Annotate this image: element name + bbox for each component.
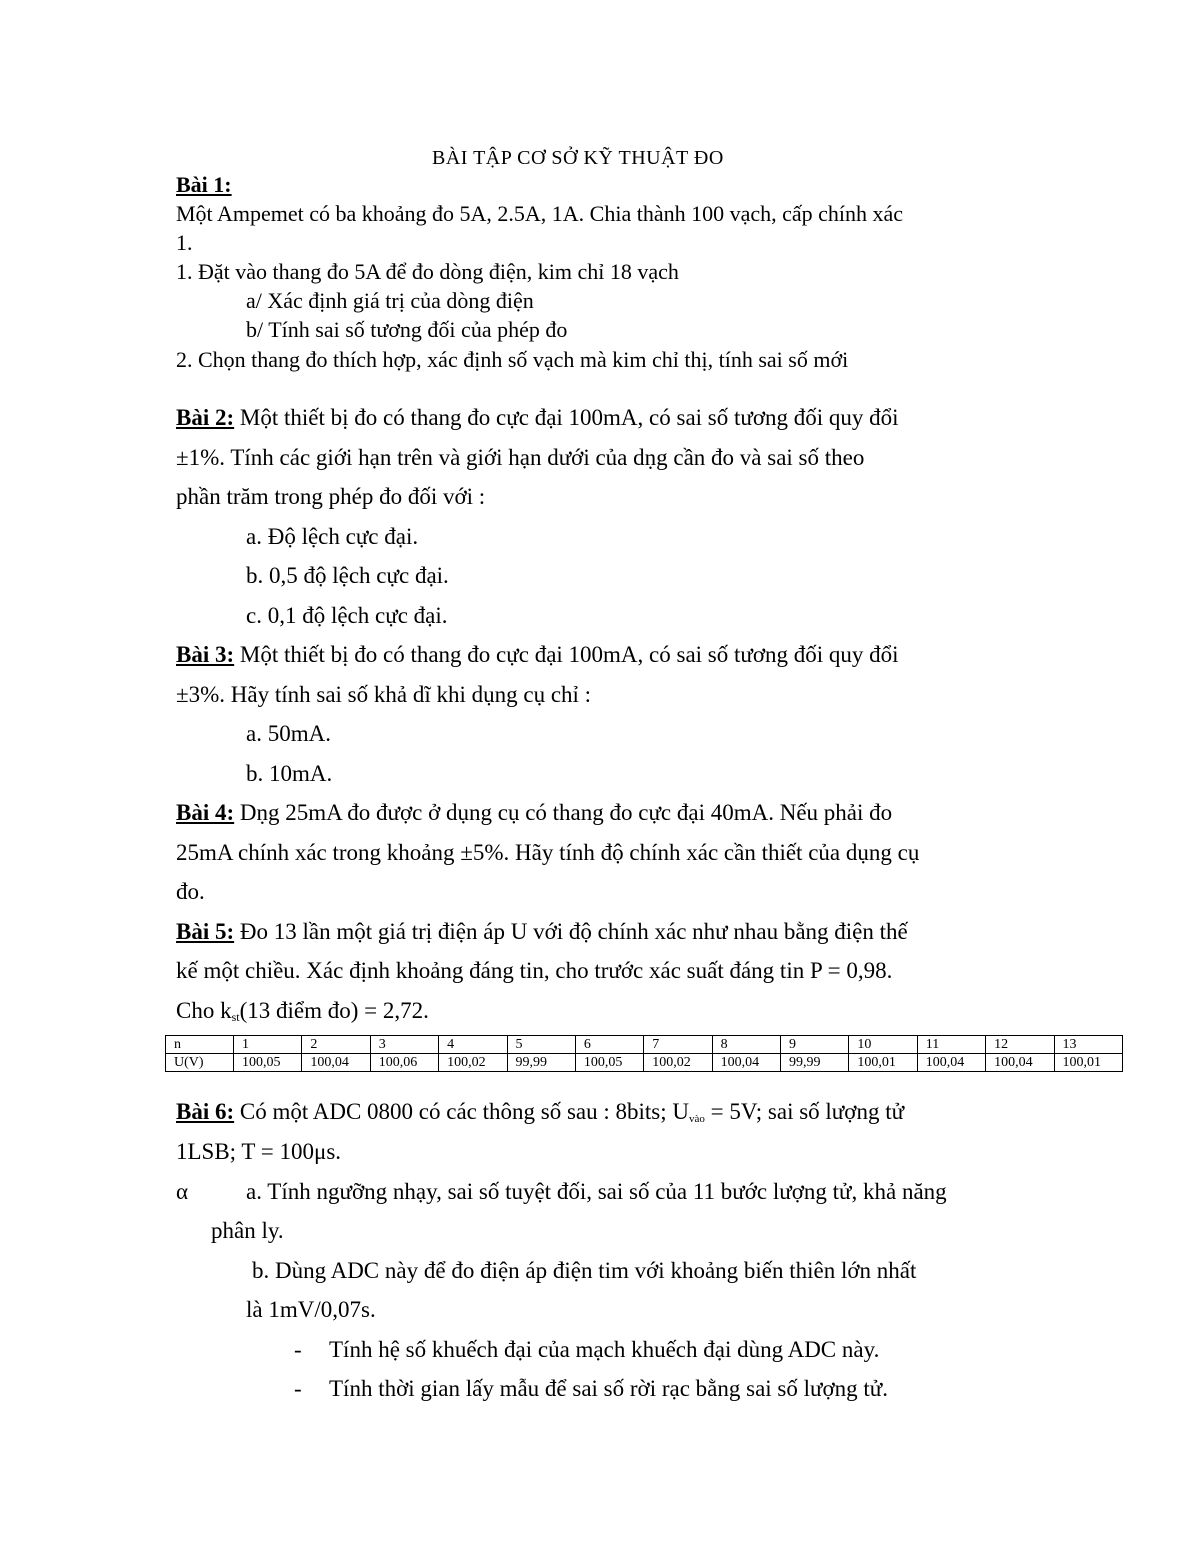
table-cell: 7: [644, 1036, 712, 1054]
table-row-label: n: [166, 1036, 234, 1054]
table-cell: 100,04: [302, 1054, 370, 1072]
bai1-question1a: a/ Xác định giá trị của dòng điện: [246, 288, 534, 313]
table-cell: 5: [507, 1036, 575, 1054]
table-cell: 100,01: [849, 1054, 917, 1072]
table-cell: 11: [917, 1036, 985, 1054]
table-cell: 13: [1054, 1036, 1123, 1054]
bai2-item-b: b. 0,5 độ lệch cực đại.: [246, 563, 449, 588]
table-cell: 100,04: [712, 1054, 780, 1072]
table-cell: 10: [849, 1036, 917, 1054]
bai5-line1: [176, 919, 908, 945]
table-cell: 3: [370, 1036, 438, 1054]
bai5-line1-text: Đo 13 lần một giá trị điện áp U với độ chính xác như nhau bằng điện thế: [234, 919, 908, 944]
page-title: BÀI TẬP CƠ SỞ KỸ THUẬT ĐO: [432, 147, 724, 169]
table-row-n: [166, 1036, 1123, 1054]
table-cell: 100,02: [439, 1054, 507, 1072]
table-cell: 1: [234, 1036, 302, 1054]
bai5-heading: Bài 5:: [176, 919, 235, 944]
table-cell: 2: [302, 1036, 370, 1054]
bai2-line1: [176, 405, 899, 431]
bai3-line2: ±3%. Hãy tính sai số khả dĩ khi dụng cụ chỉ :: [176, 682, 592, 707]
table-cell: 100,04: [986, 1054, 1054, 1072]
bai1-question1b: b/ Tính sai số tương đối của phép đo: [246, 317, 568, 342]
bai6-dash-item-1: Tính hệ số khuếch đại của mạch khuếch đại dùng ADC này.: [329, 1337, 880, 1362]
bai1-heading: Bài 1:: [176, 172, 232, 197]
table-cell: 12: [986, 1036, 1054, 1054]
bai6-heading: Bài 6:: [176, 1099, 235, 1124]
bai5-line3-subscript: st: [231, 1010, 240, 1024]
bai2-item-a: a. Độ lệch cực đại.: [246, 524, 419, 549]
bai6-line2: 1LSB; T = 100μs.: [176, 1139, 342, 1164]
bai3-item-b: b. 10mA.: [246, 761, 333, 786]
alpha-bullet: α: [176, 1179, 189, 1204]
measurement-table: [165, 1035, 1123, 1072]
bai5-line3-pre: Cho k: [176, 998, 232, 1023]
table-cell: 100,05: [575, 1054, 643, 1072]
bai6-item-b-line1: b. Dùng ADC này để đo điện áp điện tim với khoảng biến thiên lớn nhất: [252, 1258, 917, 1283]
table-cell: 99,99: [507, 1054, 575, 1072]
table-cell: 100,06: [370, 1054, 438, 1072]
bai6-dash-item-2: Tính thời gian lấy mẫu để sai số rời rạc bằng sai số lượng tử.: [329, 1376, 889, 1401]
table-cell: 6: [575, 1036, 643, 1054]
bai2-line3: phần trăm trong phép đo đối với :: [176, 484, 486, 509]
table-cell: 99,99: [781, 1054, 849, 1072]
bai3-heading: Bài 3:: [176, 642, 235, 667]
bai6-line1-subscript: vào: [689, 1113, 705, 1125]
bai5-line3-post: (13 điểm đo) = 2,72.: [239, 998, 429, 1023]
dash-bullet-2: -: [294, 1376, 302, 1401]
bai2-line1-text: Một thiết bị đo có thang đo cực đại 100mA, có sai số tương đối quy đổi: [234, 405, 899, 430]
bai6-line1-pre: Có một ADC 0800 có các thông số sau : 8bits; U: [234, 1099, 690, 1124]
table-cell: 8: [712, 1036, 780, 1054]
bai1-question1: 1. Đặt vào thang đo 5A để đo dòng điện, kim chỉ 18 vạch: [176, 259, 679, 284]
bai4-line1: [176, 800, 892, 826]
table-row-u: [166, 1054, 1123, 1072]
dash-bullet-1: -: [294, 1337, 302, 1362]
bai3-line1-text: Một thiết bị đo có thang đo cực đại 100mA, có sai số tương đối quy đổi: [234, 642, 899, 667]
bai2-heading: Bài 2:: [176, 405, 235, 430]
bai2-line2: ±1%. Tính các giới hạn trên và giới hạn dưới của dṇg cần đo và sai số theo: [176, 445, 865, 470]
table-cell: 4: [439, 1036, 507, 1054]
table-cell: 100,04: [917, 1054, 985, 1072]
bai1-line2: 1.: [176, 230, 193, 255]
table-cell: 100,02: [644, 1054, 712, 1072]
bai3-line1: [176, 642, 899, 668]
bai3-item-a: a. 50mA.: [246, 721, 331, 746]
bai1-line1: Một Ampemet có ba khoảng đo 5A, 2.5A, 1A. Chia thành 100 vạch, cấp chính xác: [176, 201, 904, 226]
bai5-line3: [176, 998, 429, 1030]
bai6-line1: [176, 1099, 904, 1132]
bai6-item-a-line2: phân ly.: [211, 1218, 284, 1243]
bai4-line1-text: Dṇg 25mA đo được ở dụng cụ có thang đo cực đại 40mA. Nếu phải đo: [234, 800, 893, 825]
bai6-line1-post: = 5V; sai số lượng tử: [704, 1099, 905, 1124]
table-cell: 9: [781, 1036, 849, 1054]
bai4-line3: đo.: [176, 879, 205, 904]
table-cell: 100,01: [1054, 1054, 1123, 1072]
bai6-item-a-line1: a. Tính ngưỡng nhạy, sai số tuyệt đối, sai số của 11 bước lượng tử, khả năng: [246, 1179, 947, 1204]
table-cell: 100,05: [234, 1054, 302, 1072]
table-row-label: U(V): [166, 1054, 234, 1072]
bai5-line2: kế một chiều. Xác định khoảng đáng tin, cho trước xác suất đáng tin P = 0,98.: [176, 958, 893, 983]
bai4-heading: Bài 4:: [176, 800, 235, 825]
bai2-item-c: c. 0,1 độ lệch cực đại.: [246, 603, 448, 628]
bai6-item-b-line2: là 1mV/0,07s.: [246, 1297, 376, 1322]
bai4-line2: 25mA chính xác trong khoảng ±5%. Hãy tính độ chính xác cần thiết của dụng cụ: [176, 840, 920, 865]
bai1-question2: 2. Chọn thang đo thích hợp, xác định số vạch mà kim chỉ thị, tính sai số mới: [176, 347, 849, 372]
